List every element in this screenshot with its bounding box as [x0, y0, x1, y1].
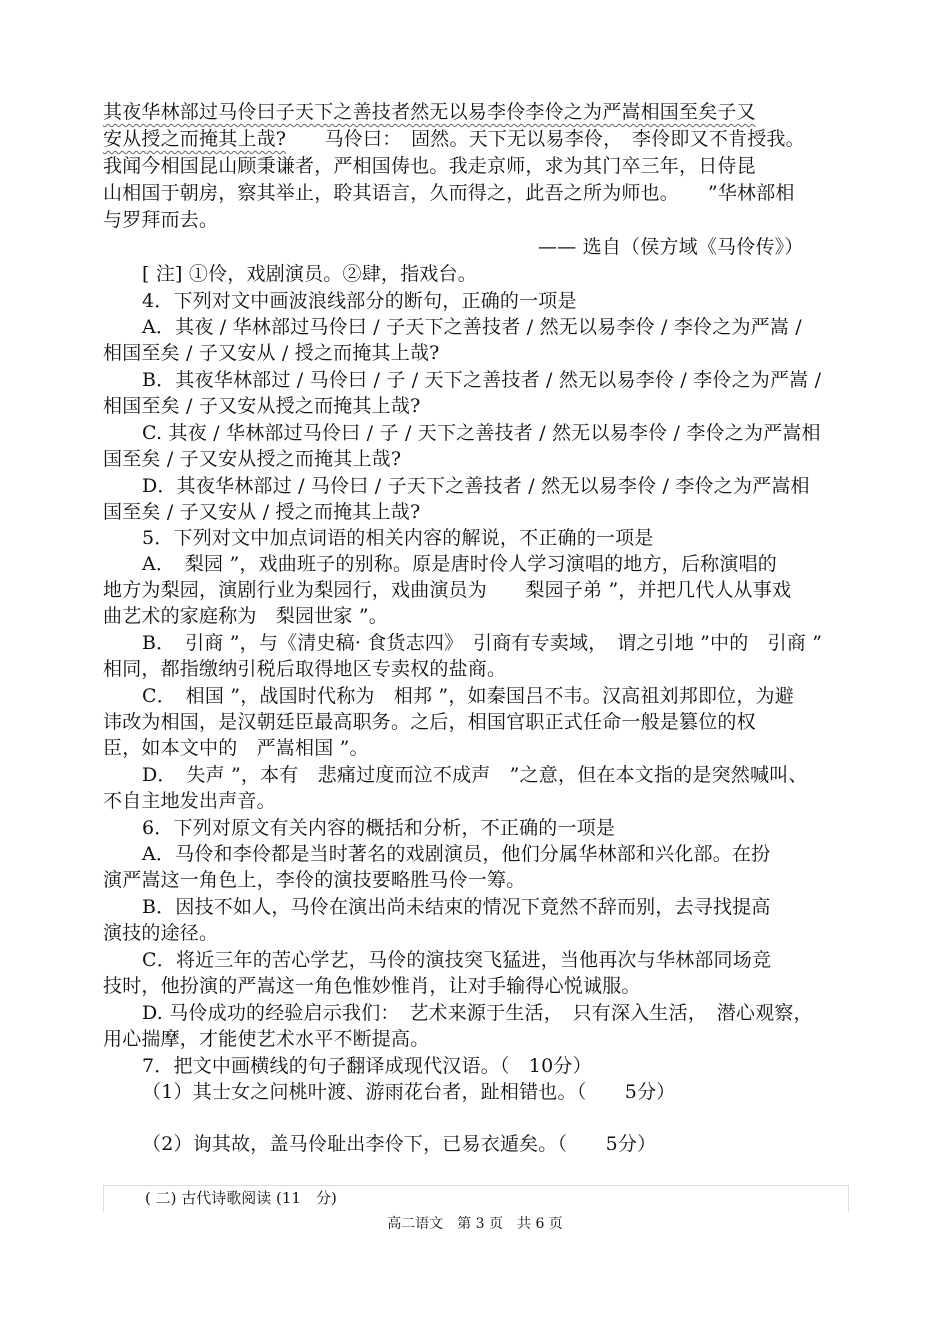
passage-line-1: 其夜华林部过马伶曰子天下之善技者然无以易李伶李伶之为严嵩相国至矣子又: [103, 101, 756, 123]
q5-option-c-line-3: 臣，如本文中的 严嵩相国 ”。: [103, 737, 369, 759]
q7-item-2: （2）询其故，盖马伶耻出李伶下，已易衣遁矣。（ 5分）: [142, 1133, 657, 1155]
q5-option-a-line-1: A． 梨园 ”，戏曲班子的别称。原是唐时伶人学习演唱的地方，后称演唱的: [142, 553, 777, 575]
q4-stem: 4．下列对文中画波浪线部分的断句，正确的一项是: [142, 290, 577, 312]
passage-line-4: 山相国于朝房，察其举止，聆其语言，久而得之，此吾之所为师也。 ”华林部相: [103, 182, 795, 204]
q5-option-a-line-3: 曲艺术的家庭称为 梨园世家 ”。: [103, 605, 388, 627]
q6-option-b-line-2: 演技的途径。: [103, 922, 219, 944]
q5-option-c-line-2: 讳改为相国，是汉朝廷臣最高职务。之后，相国官职正式任命一般是篡位的权: [103, 711, 756, 733]
q4-option-d-line-1: D．其夜华林部过 / 马伶曰 / 子天下之善技者 / 然无以易李伶 / 李伶之为严嵩相: [142, 475, 810, 497]
passage-line-2-rest: 马伶曰： 固然。天下无以易李伶， 李伶即又不肯授我。: [286, 128, 805, 150]
q5-option-b-line-2: 相同，都指缴纳引税后取得地区专卖权的盐商。: [103, 658, 507, 680]
passage-line-2: [103, 126, 805, 152]
q7-stem: 7．把文中画横线的句子翻译成现代汉语。（ 10分）: [142, 1055, 592, 1077]
passage-line-2-underlined: 安从授之而掩其上哉?: [103, 128, 287, 150]
q4-option-a-line-2: 相国至矣 / 子又安从 / 授之而掩其上哉?: [103, 342, 440, 364]
q6-option-d-line-1: D. 马伶成功的经验启示我们： 艺术来源于生活， 只有深入生活， 潜心观察，: [142, 1002, 813, 1024]
section-heading: ( 二) 古代诗歌阅读 (11 分): [145, 1189, 337, 1207]
q6-option-a-line-2: 演严嵩这一角色上，李伶的演技要略胜马伶一筹。: [103, 869, 526, 891]
q7-item-1: （1）其士女之问桃叶渡、游雨花台者，趾相错也。（ 5分）: [142, 1081, 676, 1103]
q5-stem: 5．下列对文中加点词语的相关内容的解说，不正确的一项是: [142, 527, 654, 549]
passage-line-5: 与罗拜而去。: [103, 209, 219, 231]
q5-option-c-line-1: C． 相国 ”，战国时代称为 相邦 ”，如秦国吕不韦。汉高祖刘邦即位，为避: [142, 685, 794, 707]
q4-option-b-line-1: B．其夜华林部过 / 马伶曰 / 子 / 天下之善技者 / 然无以易李伶 / 李伶之为严嵩 /: [142, 369, 822, 391]
q5-option-d-line-1: D． 失声 ”，本有 悲痛过度而泣不成声 ”之意，但在本文指的是突然喊叫、: [142, 764, 808, 786]
q5-option-b-line-1: B． 引商 ”，与《清史稿· 食货志四》 引商有专卖域， 谓之引地 ”中的 引商 ”: [142, 632, 823, 654]
q4-option-a-line-1: A．其夜 / 华林部过马伶曰 / 子天下之善技者 / 然无以易李伶 / 李伶之为严嵩 /: [142, 316, 802, 338]
q6-option-c-line-1: C．将近三年的苦心学艺，马伶的演技突飞猛进，当他再次与华林部同场竞: [142, 949, 772, 971]
passage-line-3: 我闻今相国昆山顾秉谦者，严相国俦也。我走京师，求为其门卒三年，日侍昆: [103, 155, 756, 177]
q4-option-d-line-2: 国至矣 / 子又安从 / 授之而掩其上哉?: [103, 501, 421, 523]
q6-stem: 6．下列对原文有关内容的概括和分析，不正确的一项是: [142, 817, 616, 839]
q5-option-d-line-2: 不自主地发出声音。: [103, 790, 276, 812]
passage-source: —— 选自（侯方域《马伶传》）: [538, 236, 804, 258]
page-footer: 高二语文 第 3 页 共 6 页: [387, 1216, 563, 1232]
q4-option-c-line-2: 国至矣 / 子又安从授之而掩其上哉?: [103, 448, 402, 470]
q6-option-b-line-1: B．因技不如人，马伶在演出尚未结束的情况下竟然不辞而别，去寻找提高: [142, 896, 771, 918]
q4-option-c-line-1: C. 其夜 / 华林部过马伶曰 / 子 / 天下之善技者 / 然无以易李伶 / 李伶之为严嵩相: [142, 422, 821, 444]
q4-option-b-line-2: 相国至矣 / 子又安从授之而掩其上哉?: [103, 395, 421, 417]
passage-note: [ 注] ①伶，戏剧演员。②肆，指戏台。: [142, 263, 477, 285]
q6-option-d-line-2: 用心揣摩，才能使艺术水平不断提高。: [103, 1028, 430, 1050]
q6-option-c-line-2: 技时，他扮演的严嵩这一角色惟妙惟肖，让对手输得心悦诚服。: [103, 975, 641, 997]
q5-option-a-line-2: 地方为梨园，演剧行业为梨园行，戏曲演员为 梨园子弟 ”，并把几代人从事戏: [103, 579, 792, 601]
q6-option-a-line-1: A．马伶和李伶都是当时著名的戏剧演员，他们分属华林部和兴化部。在扮: [142, 843, 771, 865]
passage-line-2-text: [103, 128, 805, 150]
